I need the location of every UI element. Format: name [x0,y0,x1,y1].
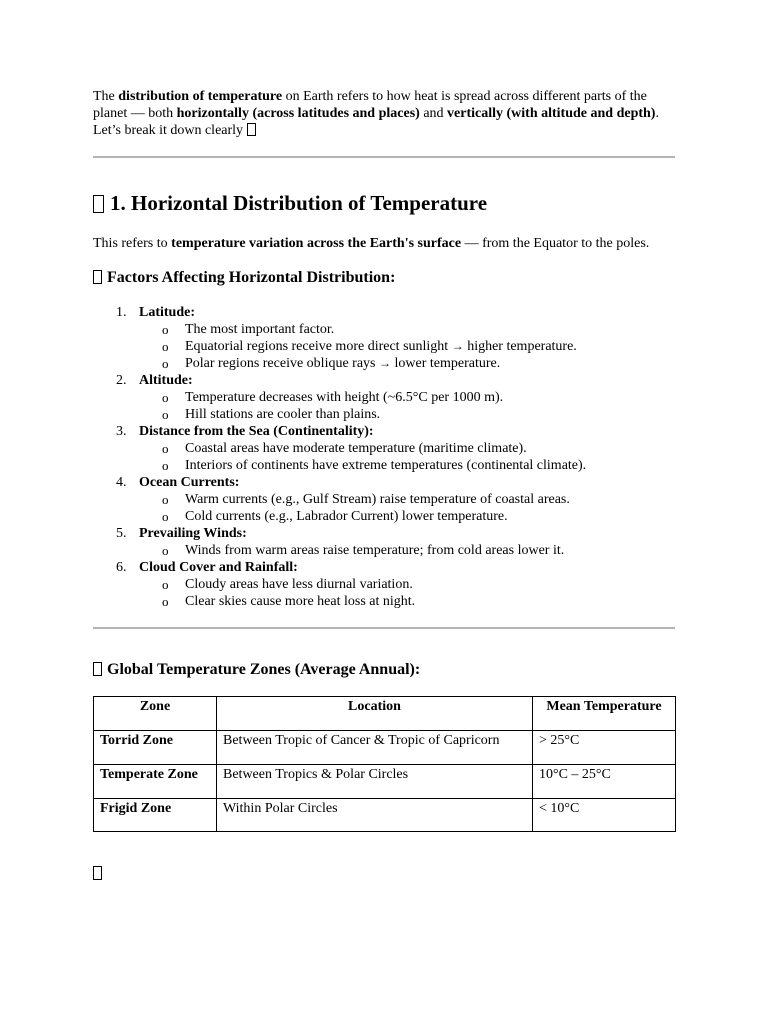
factor-number: 2. [116,373,127,388]
missing-glyph-icon [247,123,256,136]
point-text-before-arrow: Equatorial regions receive more direct sunlight [185,339,452,354]
factor-title: Distance from the Sea (Continentality): [139,424,374,439]
list-item [139,355,675,372]
point-text-after-arrow: lower temperature. [391,356,501,371]
factors-heading-text: Factors Affecting Horizontal Distribution: [107,269,396,286]
list-item [139,457,675,474]
factor-title: Cloud Cover and Rainfall: [139,560,298,575]
temperature-cell: < 10°C [533,799,676,832]
intro-bold-2: horizontally (across latitudes and places) [176,106,420,121]
hollow-bullet-icon: o [162,577,169,592]
hollow-bullet-icon: o [162,322,169,337]
arrow-right-icon: → [379,356,391,370]
point-text: Temperature decreases with height (~6.5°C per 1000 m). [185,390,504,405]
zone-cell: Torrid Zone [94,731,217,765]
list-item [139,593,675,610]
point-text: Coastal areas have moderate temperature (maritime climate). [185,441,527,456]
point-text: The most important factor. [185,322,335,337]
point-text-before-arrow: Polar regions receive oblique rays [185,356,379,371]
point-text: Cloudy areas have less diurnal variation. [185,577,413,592]
intro-text-3: and [419,106,448,121]
table-row [94,731,676,765]
column-header-mean-temperature: Mean Temperature [533,697,676,731]
location-cell: Within Polar Circles [217,799,533,832]
factor-number: 5. [116,526,127,541]
factors-list [93,304,675,610]
intro-line-2-text: Let’s break it down clearly [93,123,247,138]
temperature-cell: 10°C – 25°C [533,765,676,799]
factor-item [93,559,675,610]
table-row [94,765,676,799]
factor-title: Altitude: [139,373,193,388]
intro-text-1: The [93,89,119,104]
hollow-bullet-icon: o [162,339,169,354]
missing-glyph-icon [93,195,104,213]
hollow-bullet-icon: o [162,509,169,524]
intro-text-4: . [655,106,659,121]
point-text: Warm currents (e.g., Gulf Stream) raise temperature of coastal areas. [185,492,570,507]
section1-text-1: This refers to [93,236,172,251]
factor-points-list [139,440,675,474]
factor-points-list [139,576,675,610]
list-item [139,491,675,508]
list-item [139,440,675,457]
factor-title: Prevailing Winds: [139,526,247,541]
column-header-zone: Zone [94,697,217,731]
factor-number: 1. [116,305,127,320]
factor-points-list [139,321,675,372]
point-text: Winds from warm areas raise temperature; from cold areas lower it. [185,543,565,558]
list-item [139,576,675,593]
hollow-bullet-icon: o [162,441,169,456]
point-text: Hill stations are cooler than plains. [185,407,381,422]
point-text: Clear skies cause more heat loss at night. [185,594,416,609]
factor-number: 3. [116,424,127,439]
hollow-bullet-icon: o [162,390,169,405]
section-heading-text: 1. Horizontal Distribution of Temperature [110,191,488,215]
table-row [94,799,676,832]
intro-text-2: on Earth refers to how heat is spread across different parts of the planet — both [93,89,647,121]
list-item [139,338,675,355]
factor-title: Latitude: [139,305,195,320]
temperature-zones-table [93,696,676,832]
trailing-line [93,866,675,883]
section-heading-horizontal [93,190,675,216]
document-body [93,88,675,883]
factor-item [93,474,675,525]
list-item [139,321,675,338]
section1-bold-1: temperature variation across the Earth's surface [171,236,462,251]
intro-bold-1: distribution of temperature [118,89,283,104]
zone-cell: Temperate Zone [94,765,217,799]
point-text-after-arrow: higher temperature. [463,339,577,354]
point-text: Interiors of continents have extreme temperatures (continental climate). [185,458,587,473]
zone-cell: Frigid Zone [94,799,217,832]
factor-number: 6. [116,560,127,575]
intro-line-2 [93,122,675,139]
factor-item [93,372,675,423]
factor-item [93,304,675,372]
missing-glyph-icon [93,866,102,880]
zones-heading-text: Global Temperature Zones (Average Annual): [107,661,421,678]
column-header-location: Location [217,697,533,731]
temperature-cell: > 25°C [533,731,676,765]
factor-points-list [139,542,675,559]
location-cell: Between Tropic of Cancer & Tropic of Capricorn [217,731,533,765]
factor-number: 4. [116,475,127,490]
factor-points-list [139,389,675,423]
factors-heading [93,268,675,288]
section1-text-2: — from the Equator to the poles. [461,236,650,251]
intro-bold-3: vertically (with altitude and depth) [447,106,656,121]
factor-points-list [139,491,675,525]
missing-glyph-icon [93,662,102,676]
section1-paragraph [93,235,675,252]
hollow-bullet-icon: o [162,458,169,473]
hollow-bullet-icon: o [162,492,169,507]
intro-paragraph [93,88,675,122]
factor-item [93,423,675,474]
hollow-bullet-icon: o [162,407,169,422]
missing-glyph-icon [93,270,102,284]
list-item [139,508,675,525]
zones-heading [93,660,675,680]
hollow-bullet-icon: o [162,356,169,371]
location-cell: Between Tropics & Polar Circles [217,765,533,799]
list-item [139,542,675,559]
arrow-right-icon: → [451,339,464,353]
table-header-row [94,697,676,731]
factor-item [93,525,675,559]
hollow-bullet-icon: o [162,594,169,609]
point-text: Cold currents (e.g., Labrador Current) lower temperature. [185,509,508,524]
list-item [139,389,675,406]
list-item [139,406,675,423]
hollow-bullet-icon: o [162,543,169,558]
factor-title: Ocean Currents: [139,475,240,490]
